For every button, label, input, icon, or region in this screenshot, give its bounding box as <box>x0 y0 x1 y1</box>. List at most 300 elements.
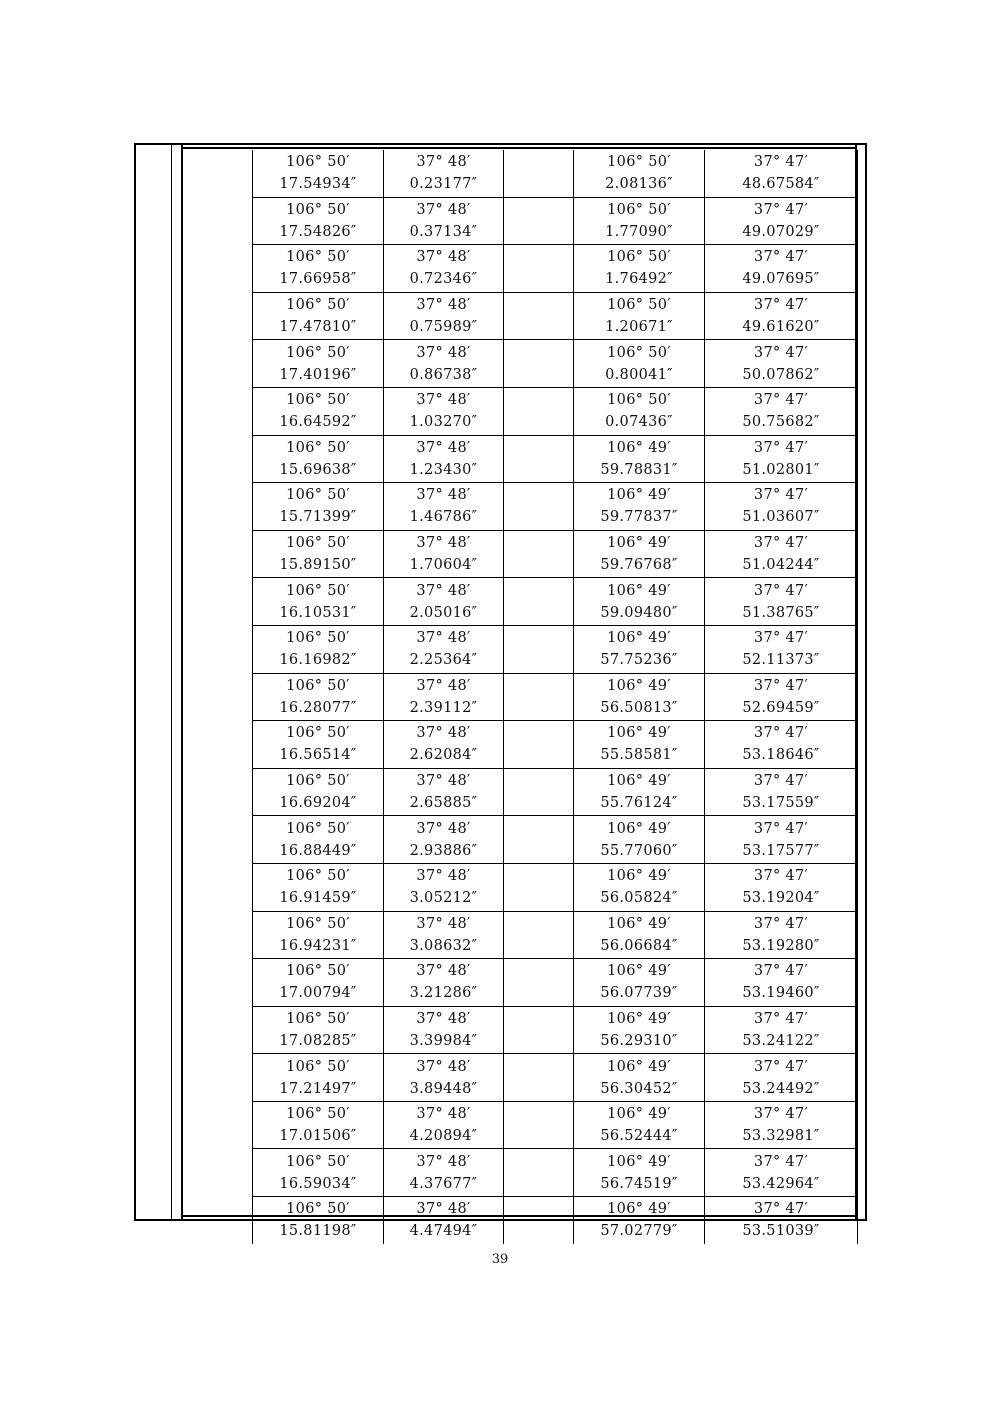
degree-minute-text: 37° 48′ <box>416 820 471 837</box>
longitude-cell <box>253 911 384 959</box>
seconds-text: 53.51039″ <box>742 1223 820 1240</box>
degree-minute-text: 106° 49′ <box>607 963 671 980</box>
degree-minute-text: 37° 47′ <box>753 535 809 552</box>
degree-minute-text: 37° 48′ <box>416 201 471 218</box>
degree-minute-text: 37° 48′ <box>416 1153 471 1170</box>
degree-minute-text: 106° 49′ <box>607 725 671 742</box>
seconds-text: 15.69638″ <box>279 461 357 478</box>
degree-minute-text: 37° 47′ <box>753 439 809 456</box>
seconds-text: 59.78831″ <box>600 461 678 478</box>
seconds-text: 4.37677″ <box>409 1175 478 1192</box>
longitude-cell <box>253 387 384 435</box>
seconds-text: 52.69459″ <box>742 699 820 716</box>
table-row <box>253 292 858 340</box>
seconds-text: 49.07029″ <box>742 223 820 240</box>
degree-minute-text: 106° 50′ <box>607 297 671 314</box>
degree-minute-text: 37° 48′ <box>416 535 471 552</box>
table-row <box>253 1197 858 1244</box>
longitude-cell <box>574 816 705 864</box>
longitude-cell <box>253 673 384 721</box>
seconds-text: 56.29310″ <box>600 1032 678 1049</box>
longitude-cell <box>253 721 384 769</box>
degree-minute-text: 106° 50′ <box>286 820 350 837</box>
degree-minute-text: 106° 49′ <box>607 1106 671 1123</box>
degree-minute-text: 37° 47′ <box>753 201 809 218</box>
longitude-cell <box>574 959 705 1007</box>
blank-cell <box>504 292 574 340</box>
seconds-text: 15.71399″ <box>279 509 357 526</box>
longitude-cell <box>253 816 384 864</box>
seconds-text: 16.88449″ <box>279 842 357 859</box>
table-row <box>253 387 858 435</box>
latitude-cell <box>705 911 858 959</box>
seconds-text: 16.59034″ <box>279 1175 357 1192</box>
table-row <box>253 578 858 626</box>
seconds-text: 1.23430″ <box>409 461 478 478</box>
latitude-cell <box>705 1054 858 1102</box>
longitude-cell <box>574 1197 705 1244</box>
blank-cell <box>504 530 574 578</box>
longitude-cell <box>574 768 705 816</box>
latitude-cell <box>384 1197 504 1244</box>
latitude-cell <box>384 1054 504 1102</box>
seconds-text: 50.75682″ <box>742 414 820 431</box>
degree-minute-text: 37° 48′ <box>416 773 471 790</box>
longitude-cell <box>574 673 705 721</box>
degree-minute-text: 37° 48′ <box>416 344 471 361</box>
blank-cell <box>504 625 574 673</box>
seconds-text: 17.00794″ <box>279 985 357 1002</box>
latitude-cell <box>384 768 504 816</box>
seconds-text: 1.03270″ <box>409 414 478 431</box>
degree-minute-text: 37° 48′ <box>416 868 471 885</box>
degree-minute-text: 37° 47′ <box>753 392 809 409</box>
blank-cell <box>504 816 574 864</box>
latitude-cell <box>705 150 858 197</box>
latitude-cell <box>384 1006 504 1054</box>
longitude-cell <box>253 959 384 1007</box>
degree-minute-text: 106° 49′ <box>607 1153 671 1170</box>
seconds-text: 49.07695″ <box>742 271 820 288</box>
table-row <box>253 1006 858 1054</box>
seconds-text: 16.56514″ <box>279 747 357 764</box>
seconds-text: 4.20894″ <box>409 1128 478 1145</box>
latitude-cell <box>705 245 858 293</box>
seconds-text: 55.58581″ <box>600 747 678 764</box>
table-row <box>253 863 858 911</box>
degree-minute-text: 106° 49′ <box>607 1058 671 1075</box>
degree-minute-text: 106° 49′ <box>607 439 671 456</box>
seconds-text: 3.21286″ <box>409 985 478 1002</box>
seconds-text: 17.08285″ <box>279 1032 357 1049</box>
degree-minute-text: 106° 50′ <box>286 677 350 694</box>
seconds-text: 49.61620″ <box>742 319 820 336</box>
degree-minute-text: 37° 47′ <box>753 344 809 361</box>
seconds-text: 55.77060″ <box>600 842 678 859</box>
degree-minute-text: 106° 49′ <box>607 773 671 790</box>
longitude-cell <box>253 292 384 340</box>
seconds-text: 56.05824″ <box>600 890 678 907</box>
latitude-cell <box>384 1101 504 1149</box>
seconds-text: 0.86738″ <box>409 366 478 383</box>
latitude-cell <box>384 340 504 388</box>
longitude-cell <box>574 483 705 531</box>
degree-minute-text: 106° 50′ <box>286 915 350 932</box>
longitude-cell <box>574 387 705 435</box>
seconds-text: 56.07739″ <box>600 985 678 1002</box>
seconds-text: 53.18646″ <box>742 747 820 764</box>
longitude-cell <box>253 1101 384 1149</box>
table-row <box>253 435 858 483</box>
degree-minute-text: 37° 48′ <box>416 249 471 266</box>
degree-minute-text: 106° 50′ <box>286 249 350 266</box>
degree-minute-text: 106° 50′ <box>286 535 350 552</box>
seconds-text: 2.05016″ <box>409 604 478 621</box>
degree-minute-text: 106° 50′ <box>286 439 350 456</box>
seconds-text: 3.05212″ <box>409 890 478 907</box>
seconds-text: 57.02779″ <box>600 1223 678 1240</box>
latitude-cell <box>705 1197 858 1244</box>
longitude-cell <box>574 340 705 388</box>
degree-minute-text: 106° 50′ <box>286 392 350 409</box>
seconds-text: 1.46786″ <box>409 509 478 526</box>
seconds-text: 51.04244″ <box>742 557 820 574</box>
degree-minute-text: 37° 48′ <box>416 392 471 409</box>
blank-cell <box>504 863 574 911</box>
degree-minute-text: 37° 48′ <box>416 677 471 694</box>
blank-cell <box>504 1101 574 1149</box>
latitude-cell <box>384 245 504 293</box>
seconds-text: 16.16982″ <box>279 652 357 669</box>
seconds-text: 3.08632″ <box>409 937 478 954</box>
table-row <box>253 673 858 721</box>
table-row <box>253 721 858 769</box>
seconds-text: 50.07862″ <box>742 366 820 383</box>
degree-minute-text: 106° 49′ <box>607 535 671 552</box>
degree-minute-text: 106° 49′ <box>607 868 671 885</box>
seconds-text: 52.11373″ <box>742 652 820 669</box>
latitude-cell <box>384 816 504 864</box>
degree-minute-text: 106° 50′ <box>286 201 350 218</box>
seconds-text: 53.19460″ <box>742 985 820 1002</box>
degree-minute-text: 37° 47′ <box>753 1058 809 1075</box>
degree-minute-text: 106° 49′ <box>607 677 671 694</box>
latitude-cell <box>705 1101 858 1149</box>
blank-cell <box>504 197 574 245</box>
degree-minute-text: 37° 47′ <box>753 963 809 980</box>
latitude-cell <box>384 292 504 340</box>
coordinate-table-body <box>253 150 858 1244</box>
column-divider <box>171 145 172 1219</box>
seconds-text: 17.40196″ <box>279 366 357 383</box>
blank-cell <box>504 387 574 435</box>
table-row <box>253 959 858 1007</box>
degree-minute-text: 37° 48′ <box>416 630 471 647</box>
degree-minute-text: 37° 48′ <box>416 297 471 314</box>
table-top-rule <box>183 147 855 149</box>
degree-minute-text: 37° 47′ <box>753 1010 809 1027</box>
degree-minute-text: 106° 50′ <box>286 297 350 314</box>
degree-minute-text: 37° 47′ <box>753 1106 809 1123</box>
degree-minute-text: 106° 49′ <box>607 1201 671 1218</box>
coordinate-table <box>252 150 858 1244</box>
seconds-text: 16.94231″ <box>279 937 357 954</box>
longitude-cell <box>253 197 384 245</box>
longitude-cell <box>574 1149 705 1197</box>
latitude-cell <box>384 959 504 1007</box>
degree-minute-text: 37° 47′ <box>753 1201 809 1218</box>
degree-minute-text: 106° 50′ <box>286 582 350 599</box>
seconds-text: 0.80041″ <box>605 366 673 383</box>
page-number: 39 <box>491 1252 509 1267</box>
latitude-cell <box>705 959 858 1007</box>
seconds-text: 56.50813″ <box>600 699 678 716</box>
degree-minute-text: 106° 50′ <box>286 773 350 790</box>
seconds-text: 1.76492″ <box>605 271 673 288</box>
longitude-cell <box>574 150 705 197</box>
latitude-cell <box>705 435 858 483</box>
blank-cell <box>504 245 574 293</box>
degree-minute-text: 37° 47′ <box>753 487 809 504</box>
degree-minute-text: 106° 50′ <box>286 1010 350 1027</box>
degree-minute-text: 37° 47′ <box>753 154 809 171</box>
seconds-text: 48.67584″ <box>742 176 820 193</box>
longitude-cell <box>253 150 384 197</box>
seconds-text: 59.09480″ <box>600 604 678 621</box>
seconds-text: 0.75989″ <box>409 319 478 336</box>
degree-minute-text: 37° 47′ <box>753 1153 809 1170</box>
degree-minute-text: 37° 47′ <box>753 677 809 694</box>
latitude-cell <box>705 1006 858 1054</box>
degree-minute-text: 37° 47′ <box>753 915 809 932</box>
blank-cell <box>504 1006 574 1054</box>
latitude-cell <box>384 387 504 435</box>
longitude-cell <box>574 721 705 769</box>
degree-minute-text: 106° 50′ <box>286 487 350 504</box>
latitude-cell <box>705 863 858 911</box>
table-row <box>253 483 858 531</box>
seconds-text: 55.76124″ <box>600 795 678 812</box>
seconds-text: 53.24492″ <box>742 1080 820 1097</box>
longitude-cell <box>574 245 705 293</box>
seconds-text: 1.70604″ <box>409 557 478 574</box>
latitude-cell <box>705 483 858 531</box>
blank-cell <box>504 959 574 1007</box>
seconds-text: 53.32981″ <box>742 1128 820 1145</box>
seconds-text: 17.21497″ <box>279 1080 357 1097</box>
table-row <box>253 1054 858 1102</box>
degree-minute-text: 106° 50′ <box>286 1153 350 1170</box>
seconds-text: 17.54826″ <box>279 223 357 240</box>
seconds-text: 0.07436″ <box>605 414 673 431</box>
longitude-cell <box>574 197 705 245</box>
table-row <box>253 768 858 816</box>
degree-minute-text: 37° 48′ <box>416 1201 471 1218</box>
seconds-text: 2.39112″ <box>409 699 478 716</box>
degree-minute-text: 106° 49′ <box>607 630 671 647</box>
degree-minute-text: 37° 47′ <box>753 773 809 790</box>
degree-minute-text: 37° 48′ <box>416 1106 471 1123</box>
longitude-cell <box>253 245 384 293</box>
table-row <box>253 625 858 673</box>
blank-cell <box>504 673 574 721</box>
degree-minute-text: 37° 48′ <box>416 582 471 599</box>
seconds-text: 1.20671″ <box>605 319 673 336</box>
degree-minute-text: 106° 50′ <box>607 249 671 266</box>
seconds-text: 0.23177″ <box>409 176 478 193</box>
longitude-cell <box>253 340 384 388</box>
longitude-cell <box>253 1054 384 1102</box>
seconds-text: 53.17577″ <box>742 842 820 859</box>
seconds-text: 2.65885″ <box>409 795 478 812</box>
table-row <box>253 911 858 959</box>
table-row <box>253 1101 858 1149</box>
latitude-cell <box>705 340 858 388</box>
degree-minute-text: 37° 47′ <box>753 297 809 314</box>
degree-minute-text: 37° 47′ <box>753 868 809 885</box>
latitude-cell <box>705 1149 858 1197</box>
degree-minute-text: 37° 47′ <box>753 820 809 837</box>
degree-minute-text: 37° 48′ <box>416 487 471 504</box>
longitude-cell <box>574 863 705 911</box>
degree-minute-text: 106° 49′ <box>607 915 671 932</box>
seconds-text: 53.19280″ <box>742 937 820 954</box>
latitude-cell <box>705 625 858 673</box>
degree-minute-text: 106° 49′ <box>607 820 671 837</box>
longitude-cell <box>574 911 705 959</box>
longitude-cell <box>253 483 384 531</box>
degree-minute-text: 106° 49′ <box>607 582 671 599</box>
seconds-text: 15.89150″ <box>279 557 357 574</box>
table-row <box>253 245 858 293</box>
longitude-cell <box>253 863 384 911</box>
blank-cell <box>504 483 574 531</box>
blank-cell <box>504 1197 574 1244</box>
degree-minute-text: 106° 50′ <box>286 1106 350 1123</box>
degree-minute-text: 106° 50′ <box>286 154 350 171</box>
longitude-cell <box>574 1101 705 1149</box>
longitude-cell <box>253 435 384 483</box>
longitude-cell <box>574 292 705 340</box>
seconds-text: 56.52444″ <box>600 1128 678 1145</box>
latitude-cell <box>384 435 504 483</box>
seconds-text: 3.39984″ <box>409 1032 478 1049</box>
table-row <box>253 816 858 864</box>
degree-minute-text: 37° 47′ <box>753 630 809 647</box>
seconds-text: 16.91459″ <box>279 890 357 907</box>
latitude-cell <box>705 387 858 435</box>
longitude-cell <box>574 1054 705 1102</box>
longitude-cell <box>574 625 705 673</box>
longitude-cell <box>253 1197 384 1244</box>
latitude-cell <box>705 768 858 816</box>
degree-minute-text: 106° 50′ <box>607 392 671 409</box>
coordinate-table-frame <box>134 143 867 1240</box>
latitude-cell <box>705 816 858 864</box>
latitude-cell <box>705 530 858 578</box>
seconds-text: 56.30452″ <box>600 1080 678 1097</box>
seconds-text: 56.74519″ <box>600 1175 678 1192</box>
latitude-cell <box>705 673 858 721</box>
longitude-cell <box>253 625 384 673</box>
latitude-cell <box>384 625 504 673</box>
seconds-text: 2.08136″ <box>605 176 673 193</box>
longitude-cell <box>253 530 384 578</box>
latitude-cell <box>384 911 504 959</box>
degree-minute-text: 106° 49′ <box>607 1010 671 1027</box>
degree-minute-text: 37° 47′ <box>753 725 809 742</box>
blank-cell <box>504 1149 574 1197</box>
seconds-text: 59.77837″ <box>600 509 678 526</box>
seconds-text: 56.06684″ <box>600 937 678 954</box>
blank-cell <box>504 911 574 959</box>
blank-cell <box>504 150 574 197</box>
degree-minute-text: 37° 48′ <box>416 1058 471 1075</box>
seconds-text: 53.19204″ <box>742 890 820 907</box>
seconds-text: 53.42964″ <box>742 1175 820 1192</box>
latitude-cell <box>384 197 504 245</box>
degree-minute-text: 37° 48′ <box>416 963 471 980</box>
degree-minute-text: 37° 47′ <box>753 582 809 599</box>
blank-cell <box>504 1054 574 1102</box>
seconds-text: 53.17559″ <box>742 795 820 812</box>
degree-minute-text: 37° 48′ <box>416 915 471 932</box>
seconds-text: 17.66958″ <box>279 271 357 288</box>
seconds-text: 3.89448″ <box>409 1080 478 1097</box>
longitude-cell <box>574 1006 705 1054</box>
latitude-cell <box>384 578 504 626</box>
latitude-cell <box>384 483 504 531</box>
longitude-cell <box>253 578 384 626</box>
degree-minute-text: 106° 50′ <box>286 868 350 885</box>
seconds-text: 16.28077″ <box>279 699 357 716</box>
latitude-cell <box>384 530 504 578</box>
degree-minute-text: 106° 50′ <box>286 725 350 742</box>
latitude-cell <box>384 721 504 769</box>
seconds-text: 16.64592″ <box>279 414 357 431</box>
seconds-text: 0.72346″ <box>409 271 478 288</box>
degree-minute-text: 106° 50′ <box>286 1058 350 1075</box>
blank-cell <box>504 435 574 483</box>
seconds-text: 0.37134″ <box>409 223 478 240</box>
degree-minute-text: 37° 47′ <box>753 249 809 266</box>
degree-minute-text: 37° 48′ <box>416 154 471 171</box>
seconds-text: 16.10531″ <box>279 604 357 621</box>
seconds-text: 1.77090″ <box>605 223 673 240</box>
degree-minute-text: 37° 48′ <box>416 439 471 456</box>
table-row <box>253 1149 858 1197</box>
degree-minute-text: 106° 50′ <box>607 344 671 361</box>
blank-cell <box>504 721 574 769</box>
latitude-cell <box>705 197 858 245</box>
blank-cell <box>504 768 574 816</box>
seconds-text: 17.01506″ <box>279 1128 357 1145</box>
longitude-cell <box>253 768 384 816</box>
seconds-text: 57.75236″ <box>600 652 678 669</box>
seconds-text: 17.47810″ <box>279 319 357 336</box>
longitude-cell <box>253 1149 384 1197</box>
table-row <box>253 150 858 197</box>
seconds-text: 53.24122″ <box>742 1032 820 1049</box>
seconds-text: 17.54934″ <box>279 176 357 193</box>
degree-minute-text: 106° 50′ <box>286 1201 350 1218</box>
seconds-text: 2.93886″ <box>409 842 478 859</box>
table-row <box>253 340 858 388</box>
latitude-cell <box>384 673 504 721</box>
latitude-cell <box>384 1149 504 1197</box>
seconds-text: 51.02801″ <box>742 461 820 478</box>
longitude-cell <box>253 1006 384 1054</box>
